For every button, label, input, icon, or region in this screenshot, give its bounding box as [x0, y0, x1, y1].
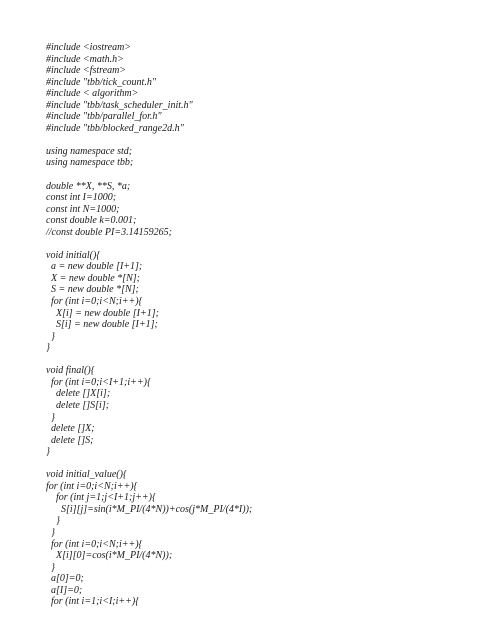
code-line: #include "tbb/task_scheduler_init.h": [46, 99, 193, 111]
code-line: [46, 354, 252, 366]
code-line: const int I=1000;: [46, 192, 117, 204]
code-line: #include "tbb/parallel_for.h": [46, 111, 162, 123]
code-line: #include "tbb/tick_count.h": [46, 76, 157, 88]
code-line: for (int i=0;i<I+1;i++){: [46, 376, 151, 388]
code-line: X = new double *[N];: [46, 272, 140, 284]
code-line: void final(){: [46, 365, 95, 377]
code-line: #include <iostream>: [46, 42, 132, 53]
code-line: [46, 458, 252, 470]
code-line: for (int i=0;i<N;i++){: [46, 480, 138, 492]
code-line: delete []X[i];: [46, 388, 111, 400]
code-line: //const double PI=3.14159265;: [46, 226, 172, 238]
code-line: }: [46, 561, 55, 573]
code-line: }: [46, 515, 60, 527]
code-line: S[i] = new double [I+1];: [46, 319, 158, 331]
code-line: }: [46, 446, 50, 458]
code-line: S[i][j]=sin(i*M_PI/(4*N))+cos(j*M_PI/(4*I));: [46, 503, 253, 515]
code-line: #include < algorithm>: [46, 88, 139, 100]
code-line: a[I]=0;: [46, 584, 83, 596]
code-line: #include <fstream>: [46, 65, 127, 77]
code-line: delete []S[i];: [46, 399, 110, 411]
code-line: X[i] = new double [I+1];: [46, 307, 159, 319]
code-line: }: [46, 411, 55, 423]
code-line: }: [46, 330, 55, 342]
code-line: #include <math.h>: [46, 53, 124, 65]
code-line: a[0]=0;: [46, 573, 84, 585]
code-line: for (int i=0;i<N;i++){: [46, 538, 143, 550]
code-line: const int N=1000;: [46, 203, 120, 215]
code-listing: [46, 42, 252, 608]
code-line: #include "tbb/blocked_range2d.h": [46, 122, 184, 134]
code-line: double **X, **S, *a;: [46, 180, 131, 192]
code-line: for (int j=1;j<I+1;j++){: [46, 492, 156, 504]
code-line: }: [46, 526, 55, 538]
code-line: X[i][0]=cos(i*M_PI/(4*N));: [46, 550, 173, 562]
code-line: using namespace std;: [46, 145, 133, 157]
code-line: [46, 134, 252, 146]
code-line: }: [46, 342, 50, 354]
code-line: for (int i=1;i<I;i++){: [46, 596, 140, 608]
code-line: using namespace tbb;: [46, 157, 134, 169]
code-line: for (int i=0;i<N;i++){: [46, 296, 143, 308]
code-line: [46, 238, 252, 250]
code-line: delete []S;: [46, 434, 94, 446]
code-line: void initial_value(){: [46, 469, 127, 481]
code-line: delete []X;: [46, 423, 95, 435]
code-line: a = new double [I+1];: [46, 261, 143, 273]
code-line: const double k=0.001;: [46, 215, 137, 227]
code-line: [46, 169, 252, 181]
code-line: void initial(){: [46, 249, 101, 261]
code-line: S = new double *[N];: [46, 284, 139, 296]
